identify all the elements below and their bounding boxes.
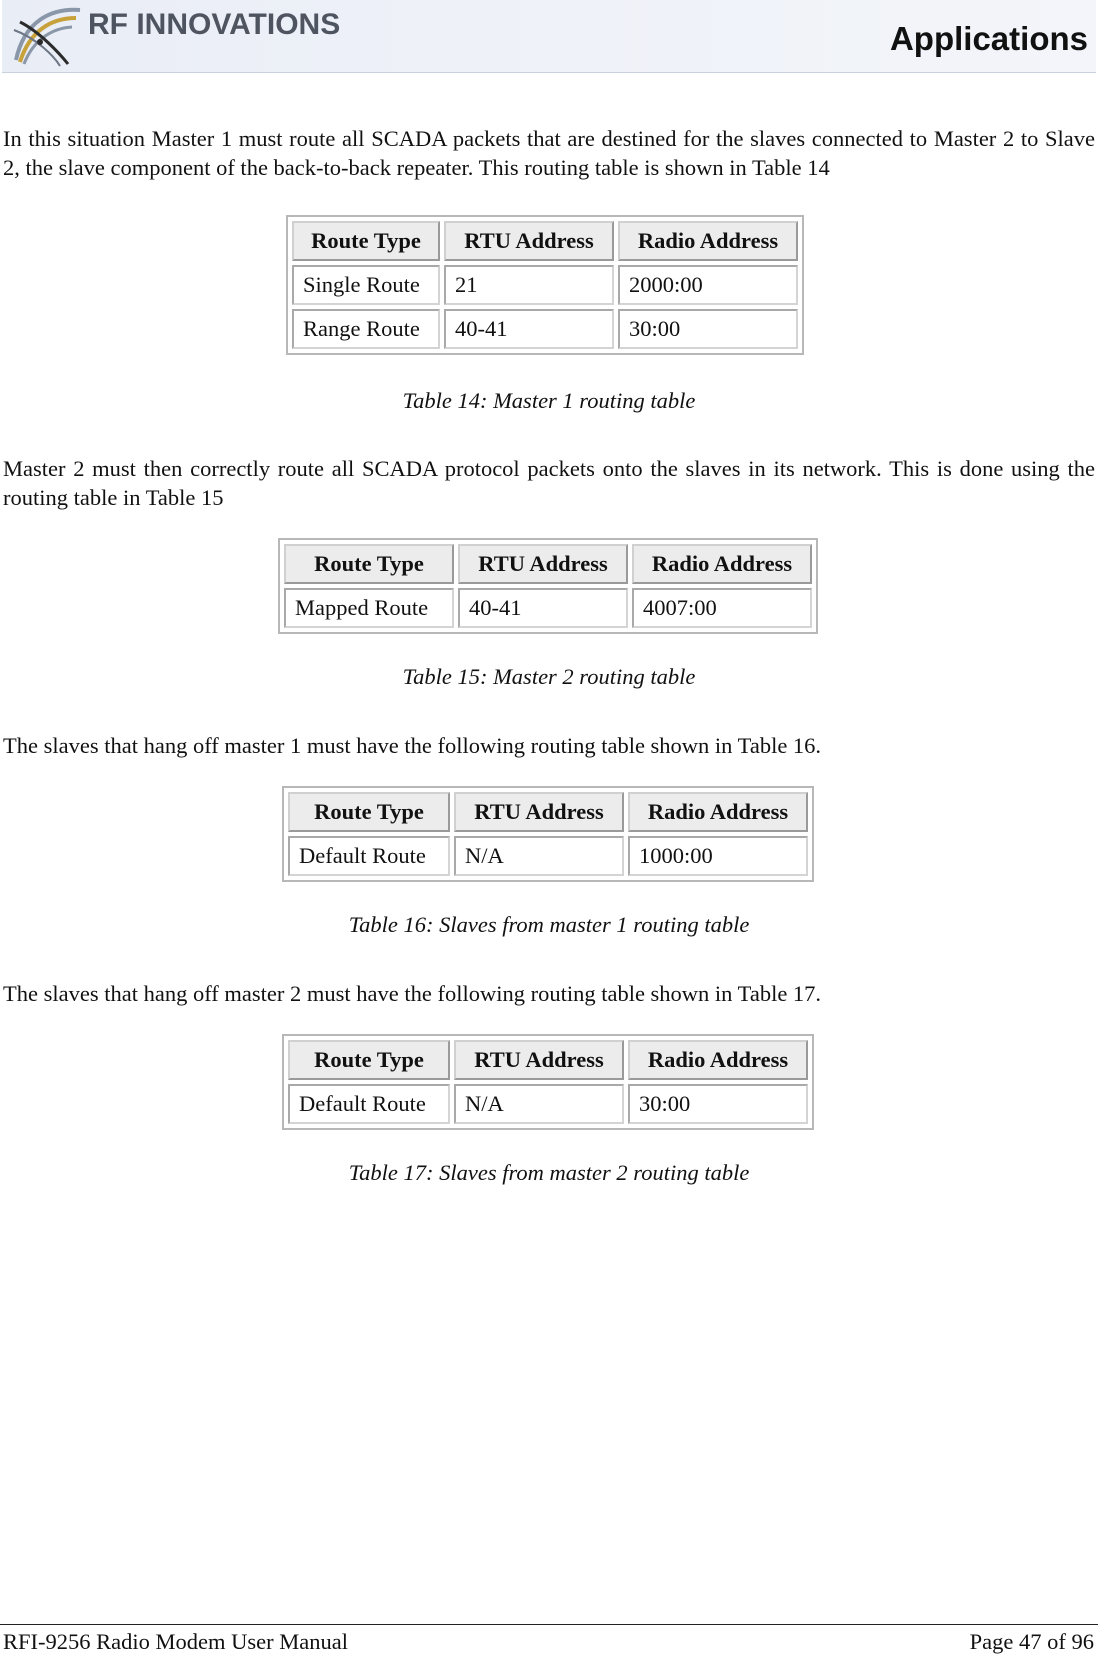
footer-manual-title: RFI-9256 Radio Modem User Manual: [3, 1629, 348, 1654]
table-cell: 30:00: [618, 309, 798, 349]
logo-arcs-icon: [14, 10, 80, 66]
table-cell: Mapped Route: [284, 588, 454, 628]
table-caption: Table 15: Master 2 routing table: [402, 664, 696, 689]
table-header-cell: RTU Address: [454, 792, 624, 832]
footer-divider: [0, 1624, 1098, 1625]
table-row: [288, 836, 808, 876]
table-row: [284, 588, 812, 628]
table-cell: 1000:00: [628, 836, 808, 876]
table-row: [292, 309, 798, 349]
paragraph-master2: Master 2 must then correctly route all SCADA protocol packets onto the slaves in its network. This is done using the routing table in Table 15: [3, 456, 1095, 510]
table-header-cell: Route Type: [284, 544, 454, 584]
table-cell: Default Route: [288, 836, 450, 876]
rf-innovations-logo: [10, 2, 370, 68]
table-row: [292, 265, 798, 305]
table-header-cell: Route Type: [292, 221, 440, 261]
table-cell: 40-41: [444, 309, 614, 349]
table-14: [286, 215, 804, 355]
table-cell: N/A: [454, 836, 624, 876]
table-header-row: [288, 792, 808, 832]
table-header-row: [284, 544, 812, 584]
footer-page-number: Page 47 of 96: [969, 1629, 1094, 1654]
table-17: [282, 1034, 814, 1130]
table-16: [282, 786, 814, 882]
paragraph-intro: In this situation Master 1 must route all SCADA packets that are destined for the slaves connected to Master 2 to Slave 2, the slave component of the back-to-back repeater. This routing table is shown in Table 14: [3, 126, 1095, 180]
table-header-cell: Radio Address: [632, 544, 812, 584]
table-cell: N/A: [454, 1084, 624, 1124]
table-cell: 30:00: [628, 1084, 808, 1124]
table-15: [278, 538, 818, 634]
table-cell: 2000:00: [618, 265, 798, 305]
table-header-cell: Radio Address: [628, 1040, 808, 1080]
table-cell: Single Route: [292, 265, 440, 305]
table-cell: 40-41: [458, 588, 628, 628]
table-header-row: [292, 221, 798, 261]
table-header-cell: Route Type: [288, 1040, 450, 1080]
table-header-cell: Radio Address: [618, 221, 798, 261]
table-cell: Default Route: [288, 1084, 450, 1124]
table-row: [288, 1084, 808, 1124]
section-title: Applications: [889, 20, 1088, 57]
table-header-cell: Radio Address: [628, 792, 808, 832]
table-header-cell: Route Type: [288, 792, 450, 832]
table-header-row: [288, 1040, 808, 1080]
table-header-cell: RTU Address: [454, 1040, 624, 1080]
table-cell: Range Route: [292, 309, 440, 349]
table-caption: Table 17: Slaves from master 2 routing table: [348, 1160, 750, 1185]
table-cell: 4007:00: [632, 588, 812, 628]
paragraph-slaves-master2: The slaves that hang off master 2 must have the following routing table shown in Table 17.: [3, 981, 822, 1006]
table-header-cell: RTU Address: [444, 221, 614, 261]
table-header-cell: RTU Address: [458, 544, 628, 584]
table-cell: 21: [444, 265, 614, 305]
paragraph-slaves-master1: The slaves that hang off master 1 must have the following routing table shown in Table 16.: [3, 733, 822, 758]
page-header: [2, 0, 1096, 73]
table-caption: Table 14: Master 1 routing table: [402, 388, 696, 413]
table-caption: Table 16: Slaves from master 1 routing table: [348, 912, 750, 937]
svg-text:RF INNOVATIONS: RF INNOVATIONS: [88, 8, 341, 41]
